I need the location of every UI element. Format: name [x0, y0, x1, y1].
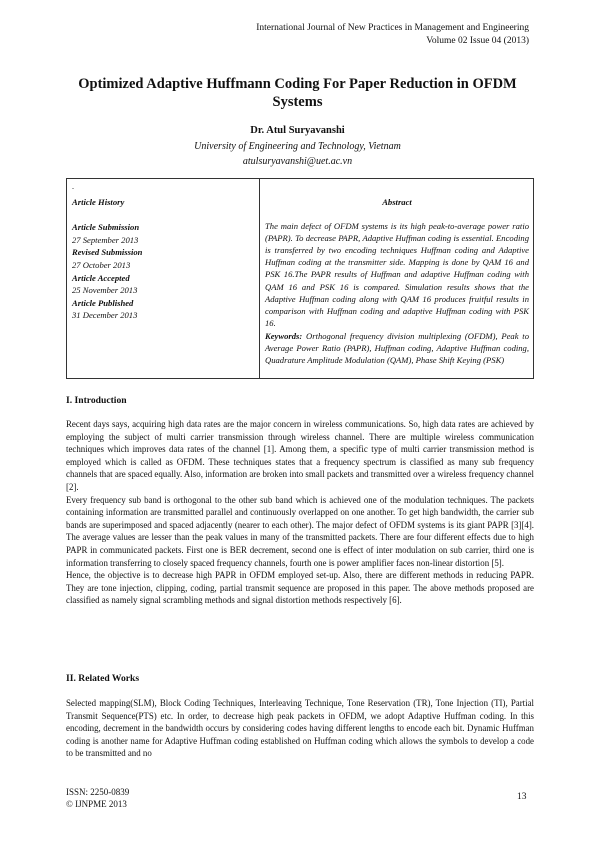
history-date: 31 December 2013 [72, 310, 138, 321]
page-number: 13 [517, 792, 527, 802]
keywords-text: Orthogonal frequency division multiplexing (OFDM), Peak to Average Power Ratio (PAPR), Huffman coding, Adaptive Huffman coding, Quadrature Amplitude Modulation (QAM), Phase Shift Keying (PSK) [265, 330, 529, 366]
section-heading: I. Introduction [66, 395, 127, 406]
paragraph: Hence, the objective is to decrease high PAPR in OFDM employed set-up. Also, there are different methods in reducing PAPR. They are tone injection, clipping, coding, partial transmit sequence are proposed in this paper. The above methods proposed are classified as namely signal scrambling methods and signal distortion methods respectively [6]. [66, 570, 534, 606]
copyright: © IJNPME 2013 [66, 799, 127, 809]
history-label: Article Published [72, 297, 134, 308]
journal-name: International Journal of New Practices in Management and Engineering [256, 23, 529, 33]
footer [66, 786, 129, 810]
history-date: 27 September 2013 [72, 234, 139, 245]
history-label: Revised Submission [72, 247, 143, 258]
paper-title: Optimized Adaptive Huffmann Coding For Paper Reduction in OFDM Systems [78, 76, 517, 110]
paragraph: Every frequency sub band is orthogonal to the other sub band which is achieved one of the modulation techniques. The packets containing information are transmitted parallel and continuously overlapped on one another. To get high bandwidth, the carrier sub bands are superimposed and spaced adjacently (nearer to each other). The major defect of OFDM systems is its giant PAPR [3][4]. The average values are lesser than the peak values in many of the transmitted packets. There are four different effects due to high PAPR in communicated packets. First one is BER decrement, second one is effect of inter modulation on sub carrier, third one is information transferring to closely spaced frequency channels, fourth one is power amplifier faces non-linear distortion [5]. [66, 494, 534, 568]
section-heading: II. Related Works [66, 673, 140, 684]
box-divider [259, 179, 260, 378]
author-name: Dr. Atul Suryavanshi [250, 125, 345, 136]
author-affiliation: University of Engineering and Technology, Vietnam [194, 141, 401, 152]
history-label: Article Accepted [72, 272, 130, 283]
journal-header [256, 22, 529, 48]
keywords-label: Keywords: [265, 330, 303, 341]
keywords [265, 330, 529, 366]
abstract [265, 196, 529, 366]
history-date: 25 November 2013 [72, 285, 138, 296]
section-body [66, 697, 534, 760]
section-body [66, 418, 534, 607]
box-marker: . [72, 182, 74, 191]
abstract-heading: Abstract [382, 197, 412, 207]
history-label: Article Submission [72, 222, 140, 233]
paragraph: Recent days says, acquiring high data rates are the major concern in wireless communications. So, high data rates are achieved by employing the subject of multi carrier transmission through wireless channel. There are multiple wireless communication techniques which improves data rates of the channel [1]. Among them, a specific type of multi carrier transmission method is employed which is called as OFDM. These techniques states that a frequency spectrum is classified as many sub frequency channels that are spaced equally. Also, information are broken into small packets and transmitted over a wireless frequency channel [2]. [66, 419, 534, 492]
journal-volume: Volume 02 Issue 04 (2013) [426, 36, 529, 46]
issn: ISSN: 2250-0839 [66, 787, 130, 797]
paragraph: Selected mapping(SLM), Block Coding Techniques, Interleaving Technique, Tone Reservation (TR), Tone Injection (TI), Partial Transmit Sequence(PTS) etc. In order, to decrease high peak packets in OFDM, we adopt Adaptive Huffman coding. In this encoding, decrement in the bandwidth occurs by considering codes having different lengths to encode each bit. Dynamic Huffman coding is another name for Adaptive Huffman coding established on Huffman coding which allows the symbols to develop a code to be transmitted and no [66, 698, 534, 759]
abstract-text: The main defect of OFDM systems is its high peak-to-average power ratio (PAPR). To decrease PAPR, Adaptive Huffman coding is essential. Encoding is transferred by two encoding techniques Huffman coding and Adaptive Huffman coding at the transmitter side. Mapping is done by QAM 16 and PSK 16.The PAPR results of Huffman and adaptive Huffman coding with QAM 16 and PSK 16 is compared. Simulation results shows that the Adaptive Huffman coding along with QAM 16 produces fruitful results in comparison with Huffman coding and adaptive Huffman coding with PSK 16. [265, 221, 529, 328]
article-info-box [66, 178, 534, 379]
history-date: 27 October 2013 [72, 259, 131, 270]
author-email: atulsuryavanshi@uet.ac.vn [242, 156, 353, 167]
article-history [72, 196, 252, 322]
history-heading: Article History [72, 197, 125, 207]
